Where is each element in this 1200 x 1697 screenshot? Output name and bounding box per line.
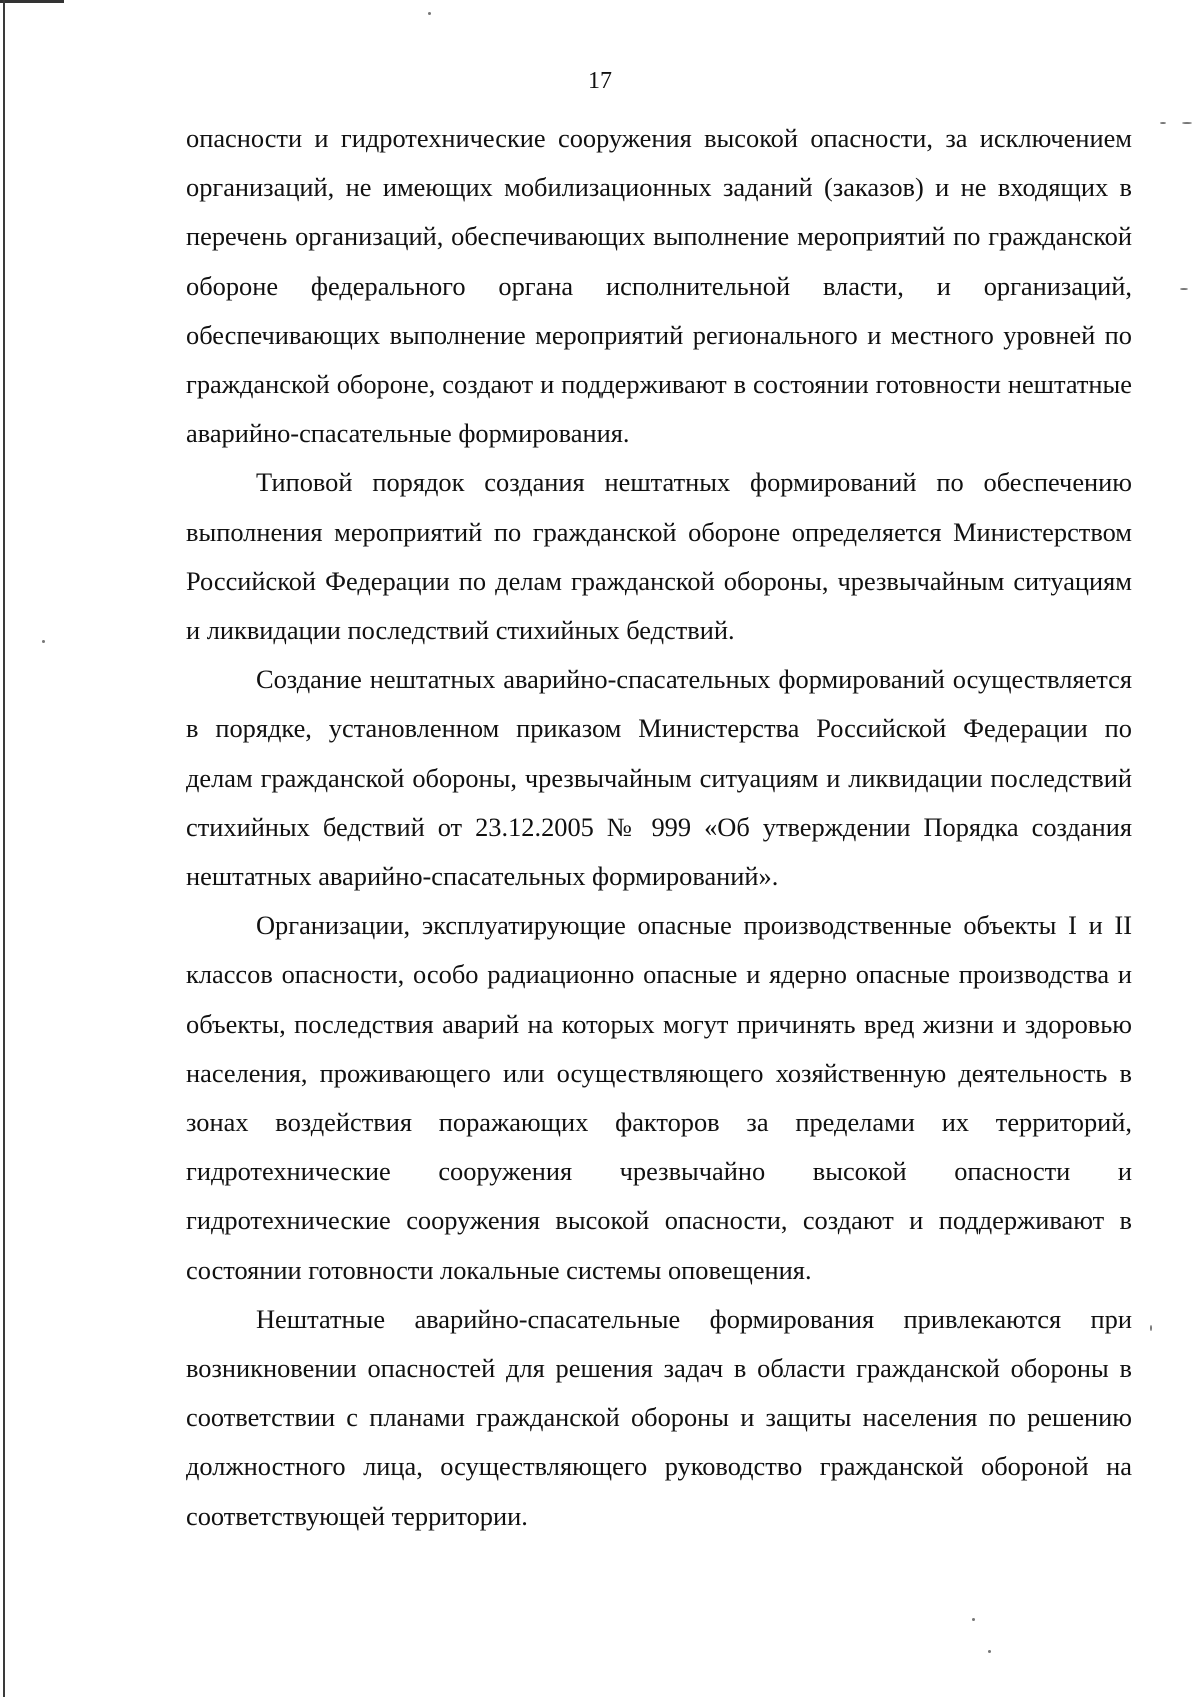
scan-speck — [988, 1650, 991, 1653]
paragraph-formation-creation: Создание нештатных аварийно-спасательных формирований осуществляется в порядке, установленном приказом Министерства Российской Федерации по делам гражданской обороны, чрезвычайным ситуациям и ликвидации последствий стихийных бедствий от 23.12.2005 № 999 «Об утверждении Порядка создания нештатных аварийно-спасательных формирований». — [186, 664, 1132, 892]
scan-edge-top — [0, 0, 64, 3]
paragraph-warning-systems: Организации, эксплуатирующие опасные производственные объекты I и II классов опасности, особо радиационно опасные и ядерно опасные производства и объекты, последствия аварий на которых могут причинять вред жизни и здоровью населения, проживающего или осуществляющего хозяйственную деятельность в зонах воздействия поражающих факторов за пределами их территорий, гидротехнические сооружения чрезвычайно высокой опасности и гидротехнические сооружения высокой опасности, создают и поддерживают в состоянии готовности локальные системы оповещения. — [186, 910, 1132, 1285]
scan-speck — [428, 12, 431, 15]
page-number: 17 — [588, 68, 612, 94]
scan-edge-left — [3, 0, 5, 1697]
paragraph-formation-involvement: Нештатные аварийно-спасательные формирования привлекаются при возникновении опасностей для решения задач в области гражданской обороны в соответствии с планами гражданской обороны и защиты населения по решению должностного лица, осуществляющего руководство гражданской обороной на соответствующей территории. — [186, 1303, 1132, 1531]
scan-speck — [1180, 288, 1188, 290]
paragraph-typical-procedure: Типовой порядок создания нештатных формирований по обеспечению выполнения мероприятий по гражданской обороне определяется Министерством Российской Федерации по делам гражданской обороны, чрезвычайным ситуациям и ликвидации последствий стихийных бедствий. — [186, 467, 1132, 646]
scan-speck — [1150, 1325, 1152, 1331]
scan-speck — [1160, 122, 1166, 124]
paragraph-continuation: опасности и гидротехнические сооружения высокой опасности, за исключением организаций, не имеющих мобилизационных заданий (заказов) и не входящих в перечень организаций, обеспечивающих выполнение мероприятий по гражданской обороне федерального органа исполнительной власти, и организаций, обеспечивающих выполнение мероприятий регионального и местного уровней по гражданской обороне, создают и поддерживают в состоянии готовности нештатные аварийно-спасательные формирования. — [186, 123, 1132, 449]
scan-speck — [42, 640, 45, 643]
scan-speck — [1182, 122, 1192, 124]
page-body — [186, 114, 1132, 1541]
scan-speck — [972, 1618, 975, 1621]
